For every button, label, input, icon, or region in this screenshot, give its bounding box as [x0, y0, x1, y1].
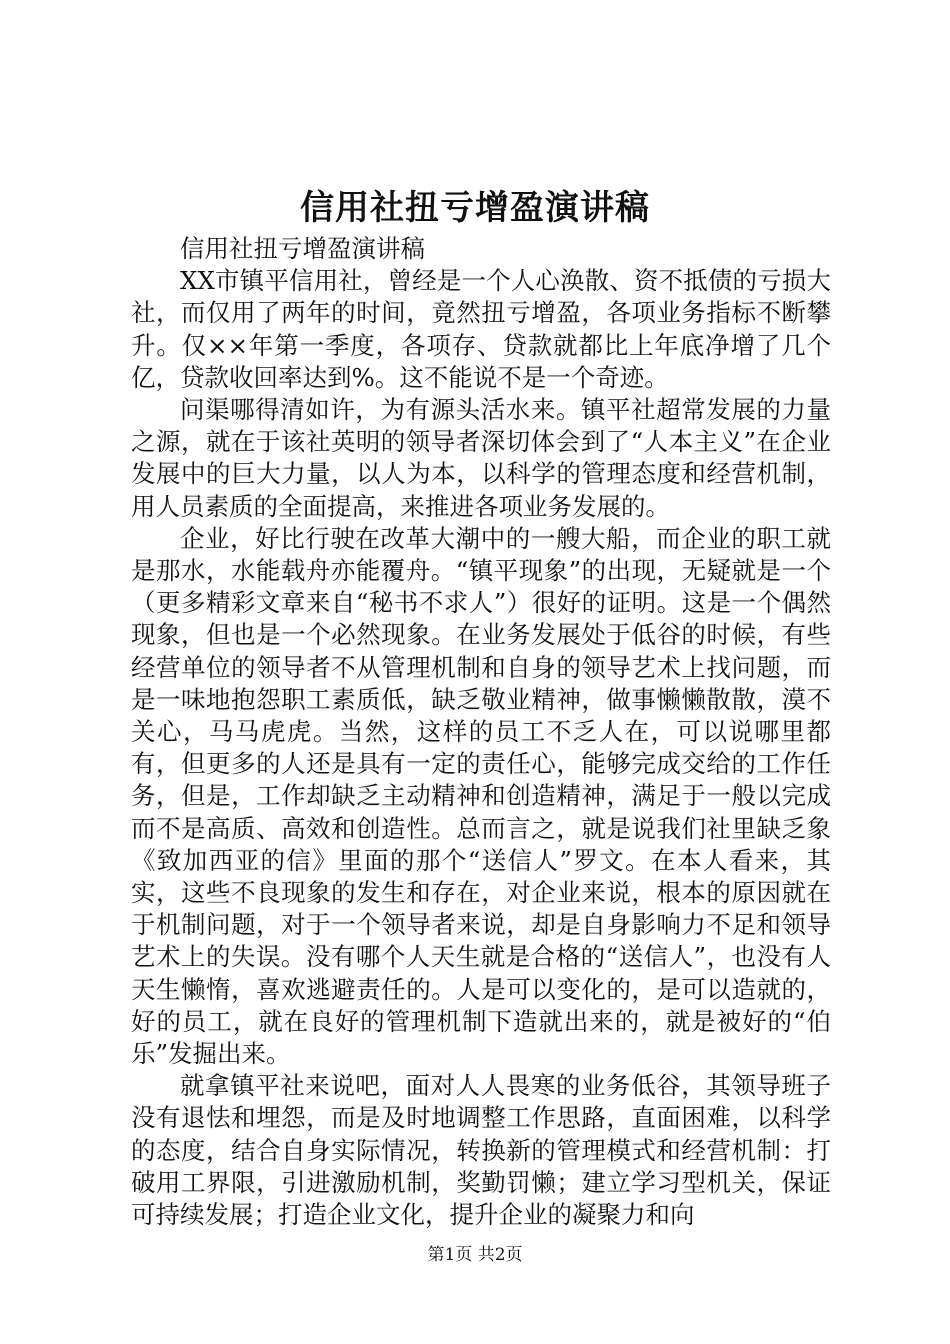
document-title: 信用社扭亏增盈演讲稿: [300, 188, 650, 228]
body-paragraph: 企业，好比行驶在改革大潮中的一艘大船，而企业的职工就是那水，水能载舟亦能覆舟。“镇平现象”的出现，无疑就是一个（更多精彩文章来自“秘书不求人”）很好的证明。这是一个偶然现象，但也是一个必然现象。在业务发展处于低谷的时候，有些经营单位的领导者不从管理机制和自身的领导艺术上找问题，而是一味地抱怨职工素质低，缺乏敬业精神，做事懒懒散散，漠不关心，马马虎虎。当然，这样的员工不乏人在，可以说哪里都有，但更多的人还是具有一定的责任心，能够完成交给的工作任务，但是，工作却缺乏主动精神和创造精神，满足于一般以完成而不是高质、高效和创造性。总而言之，就是说我们社里缺乏象《致加西亚的信》里面的那个“送信人”罗文。在本人看来，其实，这些不良现象的发生和存在，对企业来说，根本的原因就在于机制问题，对于一个领导者来说，却是自身影响力不足和领导艺术上的失误。没有哪个人天生就是合格的“送信人”，也没有人天生懒惰，喜欢逃避责任的。人是可以变化的，是可以造就的，好的员工，就在良好的管理机制下造就出来的，就是被好的“伯乐”发掘出来。: [131, 523, 831, 1069]
body-paragraph: XX市镇平信用社，曾经是一个人心涣散、资不抵债的亏损大社，而仅用了两年的时间，竟然扭亏增盈，各项业务指标不断攀升。仅××年第一季度，各项存、贷款就都比上年底净增了几个亿，贷款收回率达到%。这不能说不是一个奇迹。: [131, 266, 831, 392]
page-number-footer: 第1页 共2页: [427, 1245, 523, 1265]
body-paragraph: 就拿镇平社来说吧，面对人人畏寒的业务低谷，其领导班子没有退怯和埋怨，而是及时地调整工作思路，直面困难，以科学的态度，结合自身实际情况，转换新的管理模式和经营机制：打破用工界限，引进激励机制，奖勤罚懒；建立学习型机关，保证可持续发展；打造企业文化，提升企业的凝聚力和向: [131, 1071, 831, 1230]
document-body: [131, 233, 831, 1231]
body-paragraph: 信用社扭亏增盈演讲稿: [180, 234, 425, 263]
body-paragraph: 问渠哪得清如许，为有源头活水来。镇平社超常发展的力量之源，就在于该社英明的领导者深切体会到了“人本主义”在企业发展中的巨大力量，以人为本，以科学的管理态度和经营机制，用人员素质的全面提高，来推进各项业务发展的。: [131, 395, 831, 521]
